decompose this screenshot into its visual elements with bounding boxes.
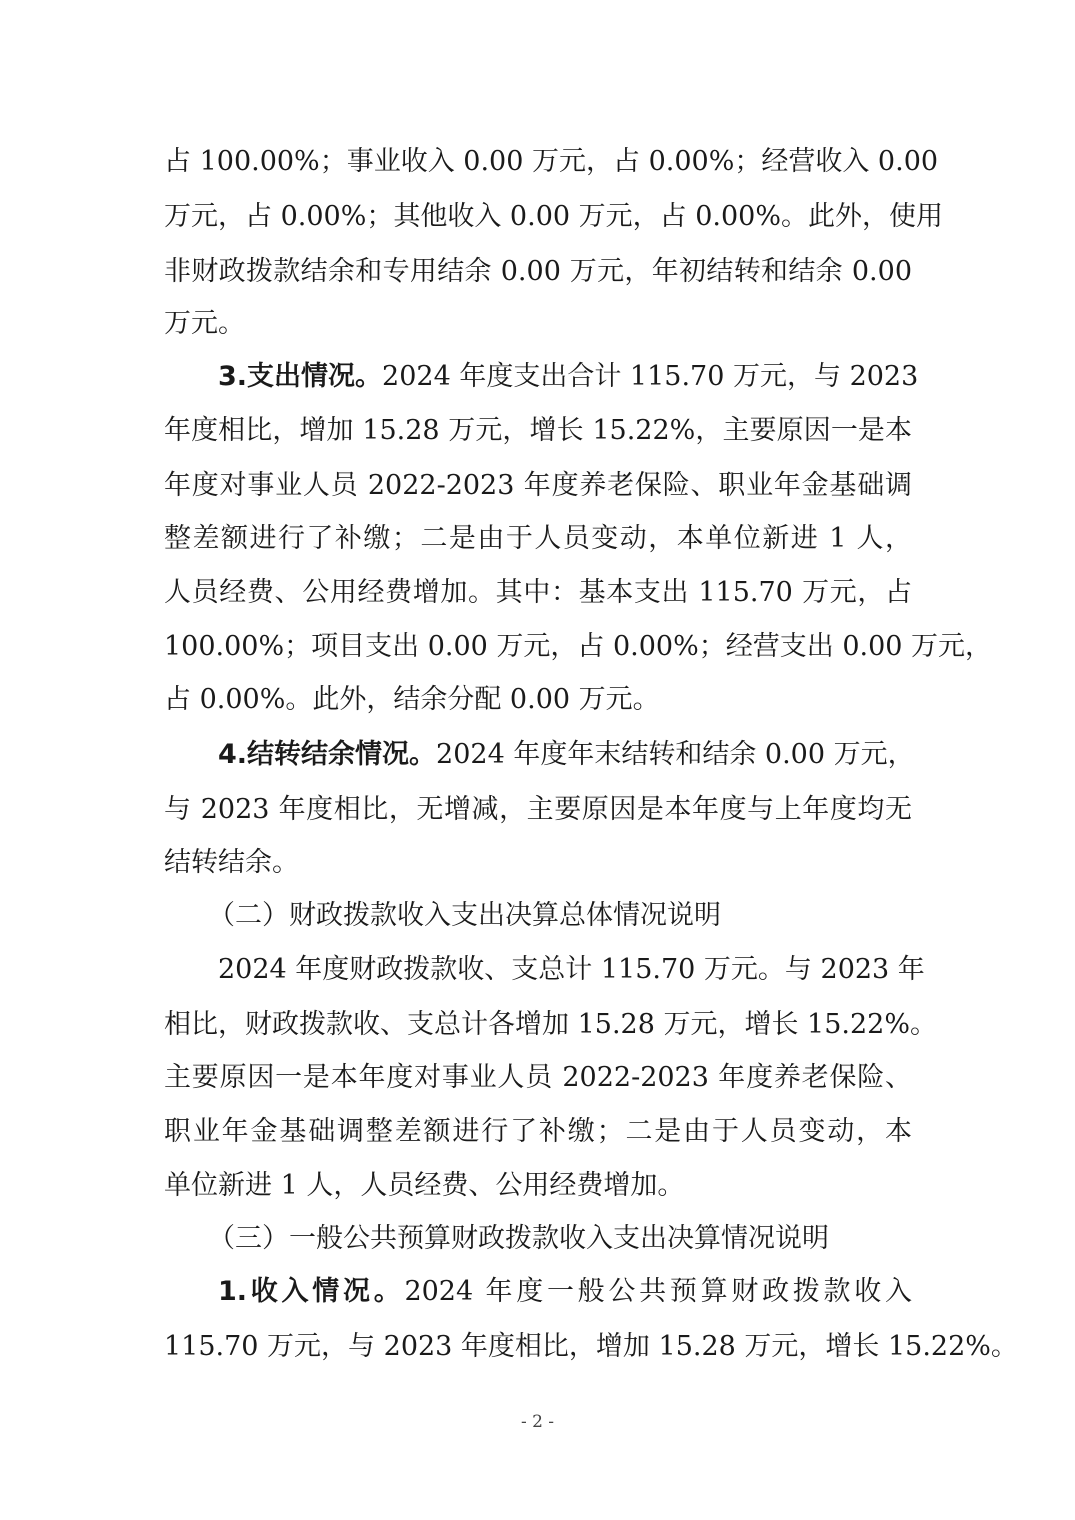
paragraph-line: 与 2023 年度相比，无增减，主要原因是本年度与上年度均无 bbox=[164, 794, 912, 825]
paragraph-line: 非财政拨款结余和专用结余 0.00 万元，年初结转和结余 0.00 bbox=[164, 256, 912, 287]
paragraph-line: 100.00%；项目支出 0.00 万元，占 0.00%；经营支出 0.00 万元， bbox=[164, 631, 993, 662]
paragraph-line: 115.70 万元，与 2023 年度相比，增加 15.28 万元，增长 15.22%。 bbox=[164, 1331, 1018, 1362]
paragraph-line bbox=[218, 1272, 912, 1312]
inline-heading: 1.收入情况。 bbox=[218, 1276, 405, 1307]
paragraph-text: 2024 年度支出合计 115.70 万元，与 2023 bbox=[382, 361, 919, 392]
paragraph-line bbox=[218, 357, 919, 397]
section-title: （三）一般公共预算财政拨款收入支出决算情况说明 bbox=[208, 1223, 829, 1254]
paragraph-line: 主要原因一是本年度对事业人员 2022-2023 年度养老保险、 bbox=[164, 1062, 912, 1093]
paragraph-text: 2024 年度一般公共预算财政拨款收入 bbox=[404, 1276, 913, 1307]
paragraph-line: 单位新进 1 人，人员经费、公用经费增加。 bbox=[164, 1170, 685, 1201]
paragraph-line: 结转结余。 bbox=[164, 847, 299, 878]
paragraph-line: 职业年金基础调整差额进行了补缴；二是由于人员变动，本 bbox=[164, 1116, 912, 1147]
paragraph-line: 万元。 bbox=[164, 308, 245, 339]
paragraph-line: 人员经费、公用经费增加。其中：基本支出 115.70 万元，占 bbox=[164, 577, 912, 608]
page-number: - 2 - bbox=[520, 1412, 555, 1432]
paragraph-text: 2024 年度年末结转和结余 0.00 万元， bbox=[436, 739, 915, 770]
paragraph-line: 年度相比，增加 15.28 万元，增长 15.22%，主要原因一是本 bbox=[164, 415, 912, 446]
paragraph-line: 占 0.00%。此外，结余分配 0.00 万元。 bbox=[164, 684, 660, 715]
paragraph-line: 相比，财政拨款收、支总计各增加 15.28 万元，增长 15.22%。 bbox=[164, 1009, 937, 1040]
inline-heading: 4.结转结余情况。 bbox=[218, 739, 437, 770]
paragraph-line: 整差额进行了补缴；二是由于人员变动，本单位新进 1 人， bbox=[164, 523, 912, 554]
paragraph-line: 万元，占 0.00%；其他收入 0.00 万元，占 0.00%。此外，使用 bbox=[164, 201, 943, 232]
paragraph-line: 2024 年度财政拨款收、支总计 115.70 万元。与 2023 年 bbox=[218, 954, 925, 985]
paragraph-line bbox=[218, 735, 915, 775]
paragraph-line: 占 100.00%；事业收入 0.00 万元，占 0.00%；经营收入 0.00 bbox=[164, 146, 939, 177]
section-title: （二）财政拨款收入支出决算总体情况说明 bbox=[208, 900, 721, 931]
paragraph-line: 年度对事业人员 2022-2023 年度养老保险、职业年金基础调 bbox=[164, 470, 912, 501]
inline-heading: 3.支出情况。 bbox=[218, 361, 383, 392]
